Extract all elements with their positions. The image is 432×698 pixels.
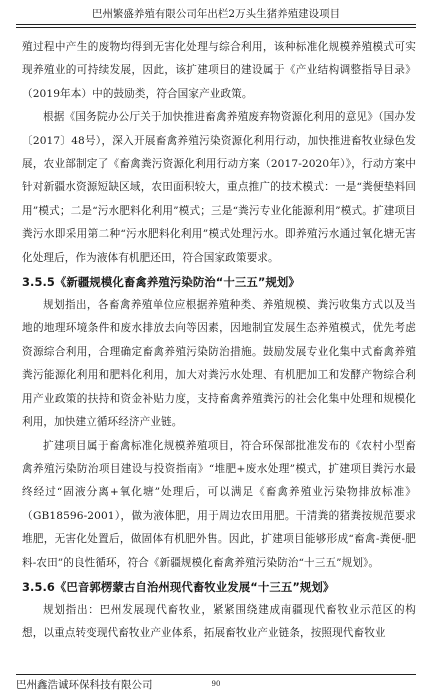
paragraph-project-compliance: 扩建项目属于畜禽标准化规模养殖项目，符合环保部批准发布的《农村小型畜禽养殖污染防治项目建设与投资指南》“堆肥+废水处理”模式，扩建项目粪污水最终经过“固液分离+氧化塘”处理后，可以满足《畜禽养殖业污染物排放标准》（GB18596-2001），做为液体肥，用于周边农田用肥。干清粪的猪粪按规范要求堆肥，无害化处置后，做固体有机肥外售。因此，扩建项目能够形成“畜禽-粪便-肥料-农田”的良性循环，符合《新疆规模化畜禽养殖污染防治“十三五”规划》。 [22, 439, 416, 569]
footer-rule [16, 674, 416, 675]
document-body [22, 36, 416, 646]
paragraph-policy-opinion: 根据《国务院办公厅关于加快推进畜禽养殖废弃物资源化利用的意见》（国办发〔2017〕48号），深入开展畜禽养殖污染资源化利用行动，加快推进畜牧业绿色发展，农业部制定了《畜禽粪污资源化利用行动方案（2017-2020年）》，行动方案中针对新疆水资源短缺区域，农田面积较大，重点推广的技术模式：一是“粪便垫料回用”模式；二是“污水肥料化利用”模式；三是“粪污专业化能源利用”模式。扩建项目粪污水即采用第二种“污水肥料化利用”模式处理污水。即养殖污水通过氧化塘无害化处理后，作为液体有机肥还田，符合国家政策要求。 [22, 111, 416, 264]
paragraph-continued: 殖过程中产生的废物均得到无害化处理与综合利用，该种标准化规模养殖模式可实现养殖业的可持续发展，因此，该扩建项目的建设属于《产业结构调整指导目录》（2019年本）中的鼓励类，符合国家产业政策。 [22, 41, 416, 100]
paragraph-plan-requirements: 规划指出，各畜禽养殖单位应根据养殖种类、养殖规模、粪污收集方式以及当地的地理环境条件和废水排放去向等因素，因地制宜发展生态养殖模式，优先考虑资源综合利用，合理确定畜禽养殖污染防治措施。鼓励发展专业化集中式畜禽养殖粪污能源化利用和肥料化利用，加大对粪污水处理、有机肥加工和发酵产物综合利用产业政策的扶持和资金补贴力度，支持畜禽养殖粪污的社会化集中处理和规模化利用，加快建立循环经济产业链。 [22, 299, 416, 429]
section-heading-3-5-5: 3.5.5《新疆规模化畜禽养殖污染防治“十三五”规划》 [22, 275, 300, 290]
header-rule-thin [16, 27, 416, 28]
footer-company-name: 巴州鑫浩诚环保科技有限公司 [16, 679, 153, 691]
header-rule-thick [16, 24, 416, 25]
paragraph-bazhou-plan: 规划指出：巴州发展现代畜牧业，紧紧围绕建成南疆现代畜牧业示范区的构想，以重点转变现代畜牧业产业体系，拓展畜牧业产业链条，按照现代畜牧业 [22, 603, 416, 640]
section-heading-3-5-6: 3.5.6《巴音郭楞蒙古自治州现代畜牧业发展“十三五”规划》 [22, 579, 335, 594]
page-header-title: 巴州繁盛养殖有限公司年出栏2万头生猪养殖建设项目 [91, 8, 341, 20]
page-number: 90 [211, 680, 221, 688]
